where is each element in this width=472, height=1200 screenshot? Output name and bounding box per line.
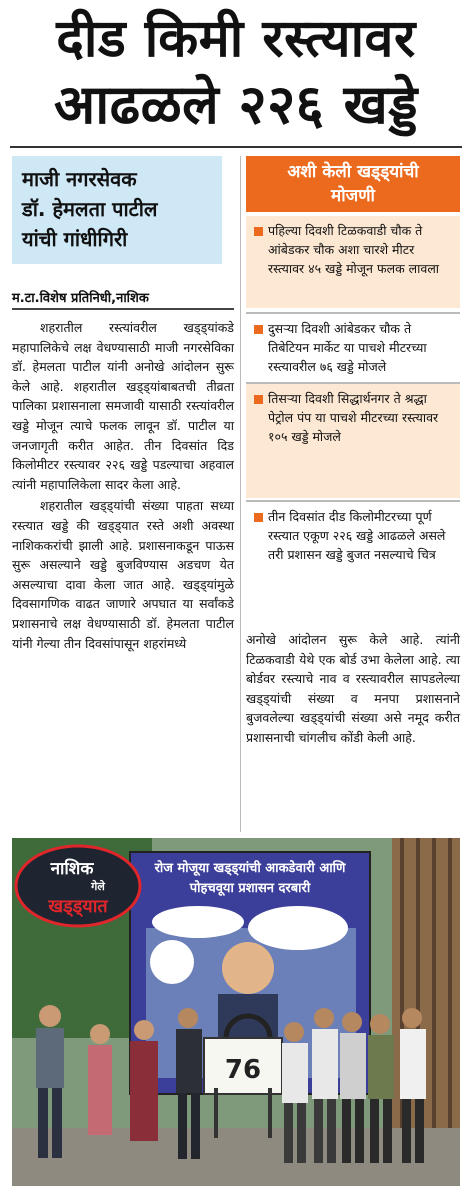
tally-item-day-3 (246, 382, 460, 498)
tally-title-line-1: अशी केली खड्ड्यांची (287, 162, 419, 182)
orange-bullet-icon (254, 513, 263, 522)
tally-item-day-2 (246, 312, 460, 380)
photo-illustration (12, 838, 460, 1186)
logo-text-line-1: नाशिक (50, 859, 94, 879)
tally-item-day-1 (246, 216, 460, 308)
article-paragraph-2: शहरातील खड्ड्यांची संख्या पाहता सध्या रस्त्यात खड्डे की खड्ड्यात रस्ते अशी अवस्था नाशिककरांची झाली आहे. प्रशासनाकडून पाऊस सुरू असल्याने खड्डे बुजविण्यास अडचण येत असल्याचा दावा केला जात आहे. खड्ड्यांमुळे दिवसागणिक वाढत जाणारे अपघात या सर्वांकडे प्रशासनाचे लक्ष वेधण्यासाठी डॉ. हेमलता पाटील यांनी गेल्या तीन दिवसांपासून शहरांमध्ये (12, 498, 234, 651)
logo-text-line-2: गेले (91, 880, 105, 893)
article-paragraph-1: शहरातील रस्त्यांवरील खड्ड्यांकडे महापालिकेचे लक्ष वेधण्यासाठी माजी नगरसेविका डॉ. हेमलता पाटील यांनी अनोखे आंदोलन सुरू केले आहे. शहरातील खड्ड्यांबाबतची तीव्रता पालिका प्रशासनाला समजावी यासाठी रस्त्यांवरील खड्डे मोजून त्याचे फलक लावून डॉ. पाटील या जनजागृती करीत आहेत. तीन दिवसांत दिड किलोमीटर रस्त्यावर २२६ खड्डे पडल्याचा अहवाल त्यांनी महापालिकेला सादर केला आहे. (12, 320, 234, 492)
headline-line-2: आढळले २२६ खड्डे (53, 73, 419, 136)
logo-text-line-3: खड्ड्यात (48, 896, 108, 917)
subhead-line-3: यांची गांधीगिरी (22, 227, 128, 251)
article-paragraph-3: अनोखे आंदोलन सुरू केले आहे. त्यांनी टिळकवाडी येथे एक बोर्ड उभा केलेला आहे. त्या बोर्डवर रस्त्याचे नाव व रस्त्यावरील सापडलेल्या खड्ड्यांची संख्या व मनपा प्रशासनाने बुजवलेल्या खड्ड्यांची संख्या असे नमूद करीत प्रशासनाची चांगलीच कोंडी केली आहे. (246, 632, 460, 745)
banner-text-line-1: रोज मोजूया खड्ड्यांची आकडेवारी आणि (154, 861, 346, 876)
subhead-line-2: डॉ. हेमलता पाटील (22, 197, 158, 221)
orange-bullet-icon (254, 227, 263, 236)
tally-item-text: तिसऱ्या दिवशी सिद्धार्थनगर ते श्रद्धा पेट्रोल पंप या पाचशे मीटरच्या रस्त्यावर १०५ खड्डे मोजले (268, 391, 439, 444)
orange-bullet-icon (254, 325, 263, 334)
orange-bullet-icon (254, 395, 263, 404)
column-divider (240, 156, 241, 832)
tally-item-text: पहिल्या दिवशी टिळकवाडी चौक ते आंबेडकर चौक अशा चारशे मीटर रस्त्यावर ४५ खड्डे मोजून फलक लावला (268, 223, 440, 276)
news-photo (12, 838, 460, 1186)
article-right-column (246, 630, 460, 748)
byline: म.टा.विशेष प्रतिनिधी,नाशिक (12, 291, 149, 306)
headline (0, 6, 472, 138)
headline-rule (10, 146, 462, 148)
article-left-column (12, 318, 234, 655)
tally-item-total (246, 500, 460, 592)
byline-rule (12, 308, 234, 310)
tally-box-title (246, 156, 460, 212)
tally-item-text: दुसऱ्या दिवशी आंबेडकर चौक ते तिबेटियन मार्केट या पाचशे मीटरच्या रस्त्यावरील ७६ खड्डे मोजले (268, 321, 427, 374)
subhead-line-1: माजी नगरसेवक (22, 167, 137, 191)
tally-title-line-2: मोजणी (331, 186, 375, 206)
subhead-box (12, 156, 222, 264)
headline-line-1: दीड किमी रस्त्यावर (56, 9, 416, 69)
board-number: 76 (224, 1055, 262, 1085)
banner-text-line-2: पोहचवूया प्रशासन दरबारी (189, 881, 311, 896)
tally-item-text: तीन दिवसांत दीड किलोमीटरच्या पूर्ण रस्त्यात एकूण २२६ खड्डे आढळले असले तरी प्रशासन खड्डे बुजत नसल्याचे चित्र (268, 509, 446, 562)
